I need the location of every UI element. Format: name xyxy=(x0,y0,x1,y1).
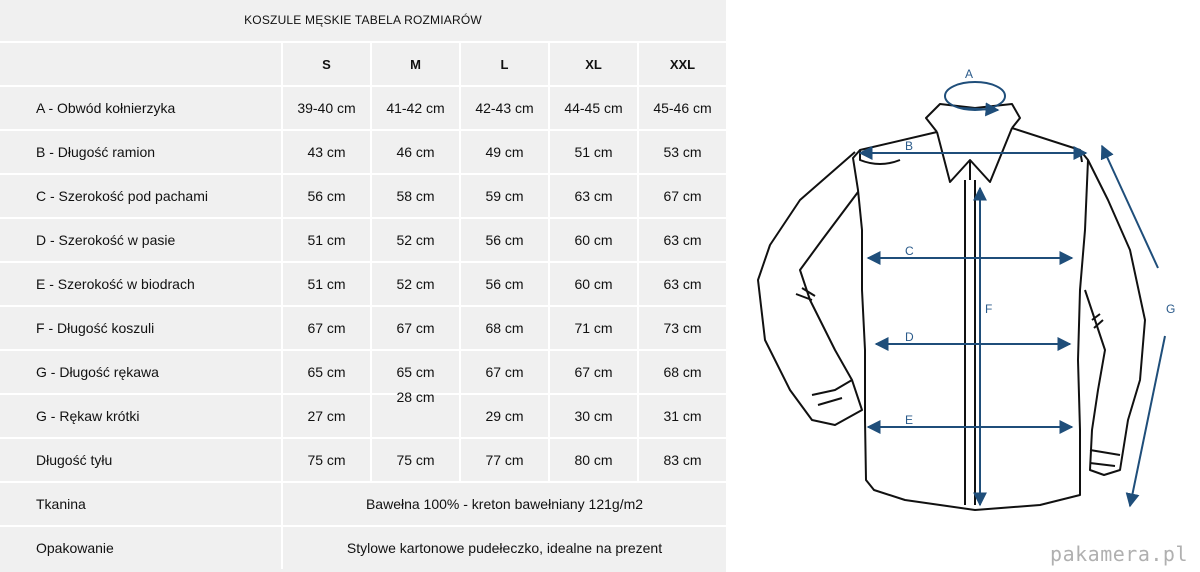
table-cell: 67 cm xyxy=(638,174,726,218)
table-cell: 51 cm xyxy=(282,262,371,306)
collar-measure-ellipse xyxy=(945,82,1005,110)
table-cell: 63 cm xyxy=(549,174,638,218)
table-row xyxy=(0,218,726,262)
row-label: G - Rękaw krótki xyxy=(0,394,282,438)
row-label: E - Szerokość w biodrach xyxy=(0,262,282,306)
table-cell: 75 cm xyxy=(371,438,460,482)
watermark-logo: pakamera.pl xyxy=(1050,542,1188,566)
table-cell: 68 cm xyxy=(638,350,726,394)
size-header-row xyxy=(0,42,726,86)
table-row xyxy=(0,438,726,482)
table-cell: 56 cm xyxy=(460,262,549,306)
table-cell: 65 cm xyxy=(371,350,460,394)
table-row xyxy=(0,306,726,350)
table-row xyxy=(0,262,726,306)
fabric-label: Tkanina xyxy=(0,482,282,526)
table-cell: 51 cm xyxy=(282,218,371,262)
table-row xyxy=(0,394,726,438)
table-cell: 80 cm xyxy=(549,438,638,482)
table-cell: 63 cm xyxy=(638,218,726,262)
header-corner xyxy=(0,42,282,86)
table-cell: 58 cm xyxy=(371,174,460,218)
packaging-value: Stylowe kartonowe pudełeczko, idealne na prezent xyxy=(282,526,726,569)
label-f: F xyxy=(985,302,993,316)
size-header: XL xyxy=(549,42,638,86)
table-cell: 67 cm xyxy=(282,306,371,350)
label-e: E xyxy=(905,413,914,427)
row-label: F - Długość koszuli xyxy=(0,306,282,350)
table-row xyxy=(0,86,726,130)
table-cell: 44-45 cm xyxy=(549,86,638,130)
table-cell: 60 cm xyxy=(549,262,638,306)
fabric-row xyxy=(0,482,726,526)
table-row xyxy=(0,130,726,174)
size-header: S xyxy=(282,42,371,86)
row-label: G - Długość rękawa xyxy=(0,350,282,394)
table-cell: 30 cm xyxy=(549,394,638,438)
size-table xyxy=(0,41,726,569)
table-cell: 77 cm xyxy=(460,438,549,482)
label-c: C xyxy=(905,244,914,258)
table-row xyxy=(0,174,726,218)
shirt-measurement-diagram xyxy=(740,50,1200,530)
table-cell: 42-43 cm xyxy=(460,86,549,130)
table-cell: 43 cm xyxy=(282,130,371,174)
table-cell: 68 cm xyxy=(460,306,549,350)
table-cell xyxy=(371,389,460,438)
row-label: B - Długość ramion xyxy=(0,130,282,174)
table-cell: 49 cm xyxy=(460,130,549,174)
shirt-diagram-svg xyxy=(740,50,1200,530)
size-header: L xyxy=(460,42,549,86)
table-cell: 56 cm xyxy=(282,174,371,218)
measure-g-line-lower xyxy=(1130,336,1165,506)
table-cell: 41-42 cm xyxy=(371,86,460,130)
shirt-outline xyxy=(758,104,1145,510)
size-header: XXL xyxy=(638,42,726,86)
table-cell: 67 cm xyxy=(549,350,638,394)
table-cell: 71 cm xyxy=(549,306,638,350)
label-d: D xyxy=(905,330,914,344)
table-cell-text: 28 cm xyxy=(396,389,435,405)
packaging-row xyxy=(0,526,726,569)
table-cell: 75 cm xyxy=(282,438,371,482)
table-title: KOSZULE MĘSKIE TABELA ROZMIARÓW xyxy=(244,13,482,27)
table-cell: 53 cm xyxy=(638,130,726,174)
table-cell: 67 cm xyxy=(371,306,460,350)
table-cell: 83 cm xyxy=(638,438,726,482)
table-cell: 63 cm xyxy=(638,262,726,306)
table-cell: 67 cm xyxy=(460,350,549,394)
label-a: A xyxy=(965,67,974,81)
table-cell: 39-40 cm xyxy=(282,86,371,130)
table-cell: 59 cm xyxy=(460,174,549,218)
table-row xyxy=(0,350,726,394)
packaging-label: Opakowanie xyxy=(0,526,282,569)
label-b: B xyxy=(905,139,914,153)
table-cell: 56 cm xyxy=(460,218,549,262)
table-cell: 52 cm xyxy=(371,218,460,262)
row-label: C - Szerokość pod pachami xyxy=(0,174,282,218)
table-cell: 51 cm xyxy=(549,130,638,174)
table-cell: 29 cm xyxy=(460,394,549,438)
table-cell: 65 cm xyxy=(282,350,371,394)
table-cell: 31 cm xyxy=(638,394,726,438)
size-header: M xyxy=(371,42,460,86)
table-cell: 73 cm xyxy=(638,306,726,350)
label-g: G xyxy=(1166,302,1176,316)
fabric-value: Bawełna 100% - kreton bawełniany 121g/m2 xyxy=(282,482,726,526)
table-cell: 27 cm xyxy=(282,394,371,438)
row-label: Długość tyłu xyxy=(0,438,282,482)
table-cell: 45-46 cm xyxy=(638,86,726,130)
row-label: D - Szerokość w pasie xyxy=(0,218,282,262)
table-cell: 52 cm xyxy=(371,262,460,306)
row-label: A - Obwód kołnierzyka xyxy=(0,86,282,130)
table-cell: 46 cm xyxy=(371,130,460,174)
table-cell: 60 cm xyxy=(549,218,638,262)
